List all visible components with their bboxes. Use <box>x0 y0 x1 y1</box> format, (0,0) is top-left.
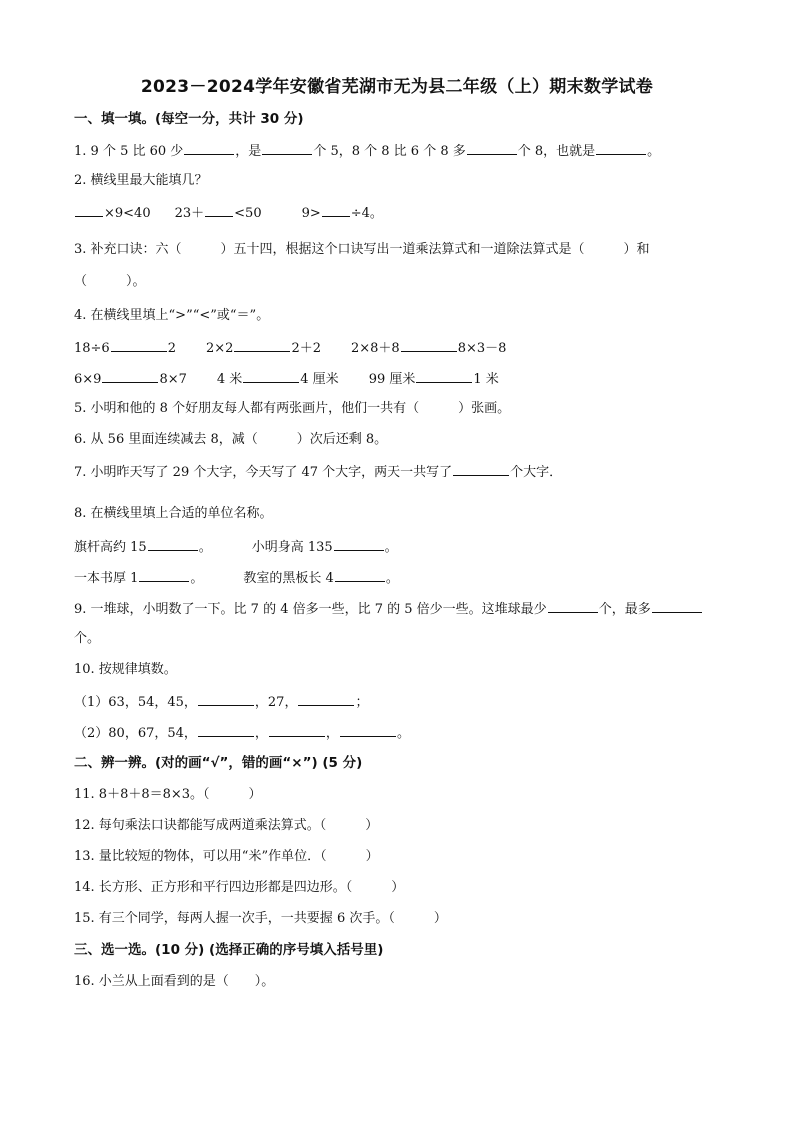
question-4-stem: 4. 在横线里填上“>”“<”或“＝”。 <box>74 308 270 323</box>
answer-blank[interactable] <box>416 369 472 383</box>
answer-blank[interactable] <box>334 537 384 551</box>
answer-blank[interactable] <box>548 599 598 613</box>
answer-blank[interactable] <box>198 723 254 737</box>
question-10-stem: 10. 按规律填数。 <box>74 662 177 677</box>
answer-blank[interactable] <box>205 203 233 217</box>
answer-blank[interactable] <box>234 338 290 352</box>
question-3-line-2: （ ）。 <box>74 274 146 289</box>
answer-blank[interactable] <box>467 141 517 155</box>
question-8-stem: 8. 在横线里填上合适的单位名称。 <box>74 506 273 521</box>
answer-blank[interactable] <box>652 599 702 613</box>
question-2-items: ×9<40 23＋ <50 9> ÷4。 <box>74 203 383 223</box>
question-15: 15. 有三个同学，每两人握一次手，一共要握 6 次手。（ ） <box>74 911 447 926</box>
question-5: 5. 小明和他的 8 个好朋友每人都有两张画片，他们一共有（ ）张画。 <box>74 401 511 416</box>
question-11: 11. 8＋8＋8＝8×3。（ ） <box>74 787 262 802</box>
answer-blank[interactable] <box>198 692 254 706</box>
answer-blank[interactable] <box>335 568 385 582</box>
answer-blank[interactable] <box>453 462 509 476</box>
question-2-stem: 2. 横线里最大能填几？ <box>74 173 208 188</box>
question-9: 9. 一堆球，小明数了一下。比 7 的 4 倍多一些，比 7 的 5 倍少一些。这堆球最少 个，最多 <box>74 599 703 619</box>
section-2-heading: 二、辨一辨。(对的画“√”，错的画“×”) (5 分) <box>74 755 363 771</box>
question-6: 6. 从 56 里面连续减去 8，减（ ）次后还剩 8。 <box>74 432 388 447</box>
question-8-row-2: 一本书厚 1 。 教室的黑板长 4 。 <box>74 568 399 588</box>
section-1-heading: 一、填一填。(每空一分，共计 30 分) <box>74 111 304 127</box>
question-13: 13. 量比较短的物体，可以用“米”作单位．（ ） <box>74 849 379 864</box>
question-10-row-1: （1）63，54，45， ，27， ； <box>74 692 368 712</box>
question-4-row-1: 18÷6 2 2×2 2＋2 2×8＋8 8×3－8 <box>74 338 506 358</box>
answer-blank[interactable] <box>340 723 396 737</box>
answer-blank[interactable] <box>596 141 646 155</box>
answer-blank[interactable] <box>75 203 103 217</box>
answer-blank[interactable] <box>139 568 189 582</box>
question-7: 7. 小明昨天写了 29 个大字，今天写了 47 个大字，两天一共写了 个大字． <box>74 462 562 482</box>
question-10-row-2: （2）80，67，54， ， ， 。 <box>74 723 410 743</box>
question-16: 16. 小兰从上面看到的是（ ）。 <box>74 974 275 989</box>
answer-blank[interactable] <box>322 203 350 217</box>
question-14: 14. 长方形、正方形和平行四边形都是四边形。（ ） <box>74 880 405 895</box>
section-3-heading: 三、选一选。(10 分) (选择正确的序号填入括号里) <box>74 942 384 958</box>
answer-blank[interactable] <box>184 141 234 155</box>
question-8-row-1: 旗杆高约 15 。 小明身高 135 。 <box>74 537 398 557</box>
question-3-line-1: 3. 补充口诀：六（ ）五十四，根据这个口诀写出一道乘法算式和一道除法算式是（ ）和 <box>74 242 650 257</box>
answer-blank[interactable] <box>269 723 325 737</box>
answer-blank[interactable] <box>243 369 299 383</box>
answer-blank[interactable] <box>148 537 198 551</box>
question-12: 12. 每句乘法口诀都能写成两道乘法算式。（ ） <box>74 818 379 833</box>
answer-blank[interactable] <box>102 369 158 383</box>
answer-blank[interactable] <box>298 692 354 706</box>
answer-blank[interactable] <box>262 141 312 155</box>
answer-blank[interactable] <box>401 338 457 352</box>
page-title: 2023－2024学年安徽省芜湖市无为县二年级（上）期末数学试卷 <box>140 77 654 97</box>
question-1: 1. 9 个 5 比 60 少 ，是 个 5，8 个 8 比 6 个 8 多 个 8，也就是 。 <box>74 141 660 161</box>
answer-blank[interactable] <box>111 338 167 352</box>
question-4-row-2: 6×9 8×7 4 米 4 厘米 99 厘米 1 米 <box>74 369 499 389</box>
question-9-cont: 个。 <box>74 631 101 646</box>
